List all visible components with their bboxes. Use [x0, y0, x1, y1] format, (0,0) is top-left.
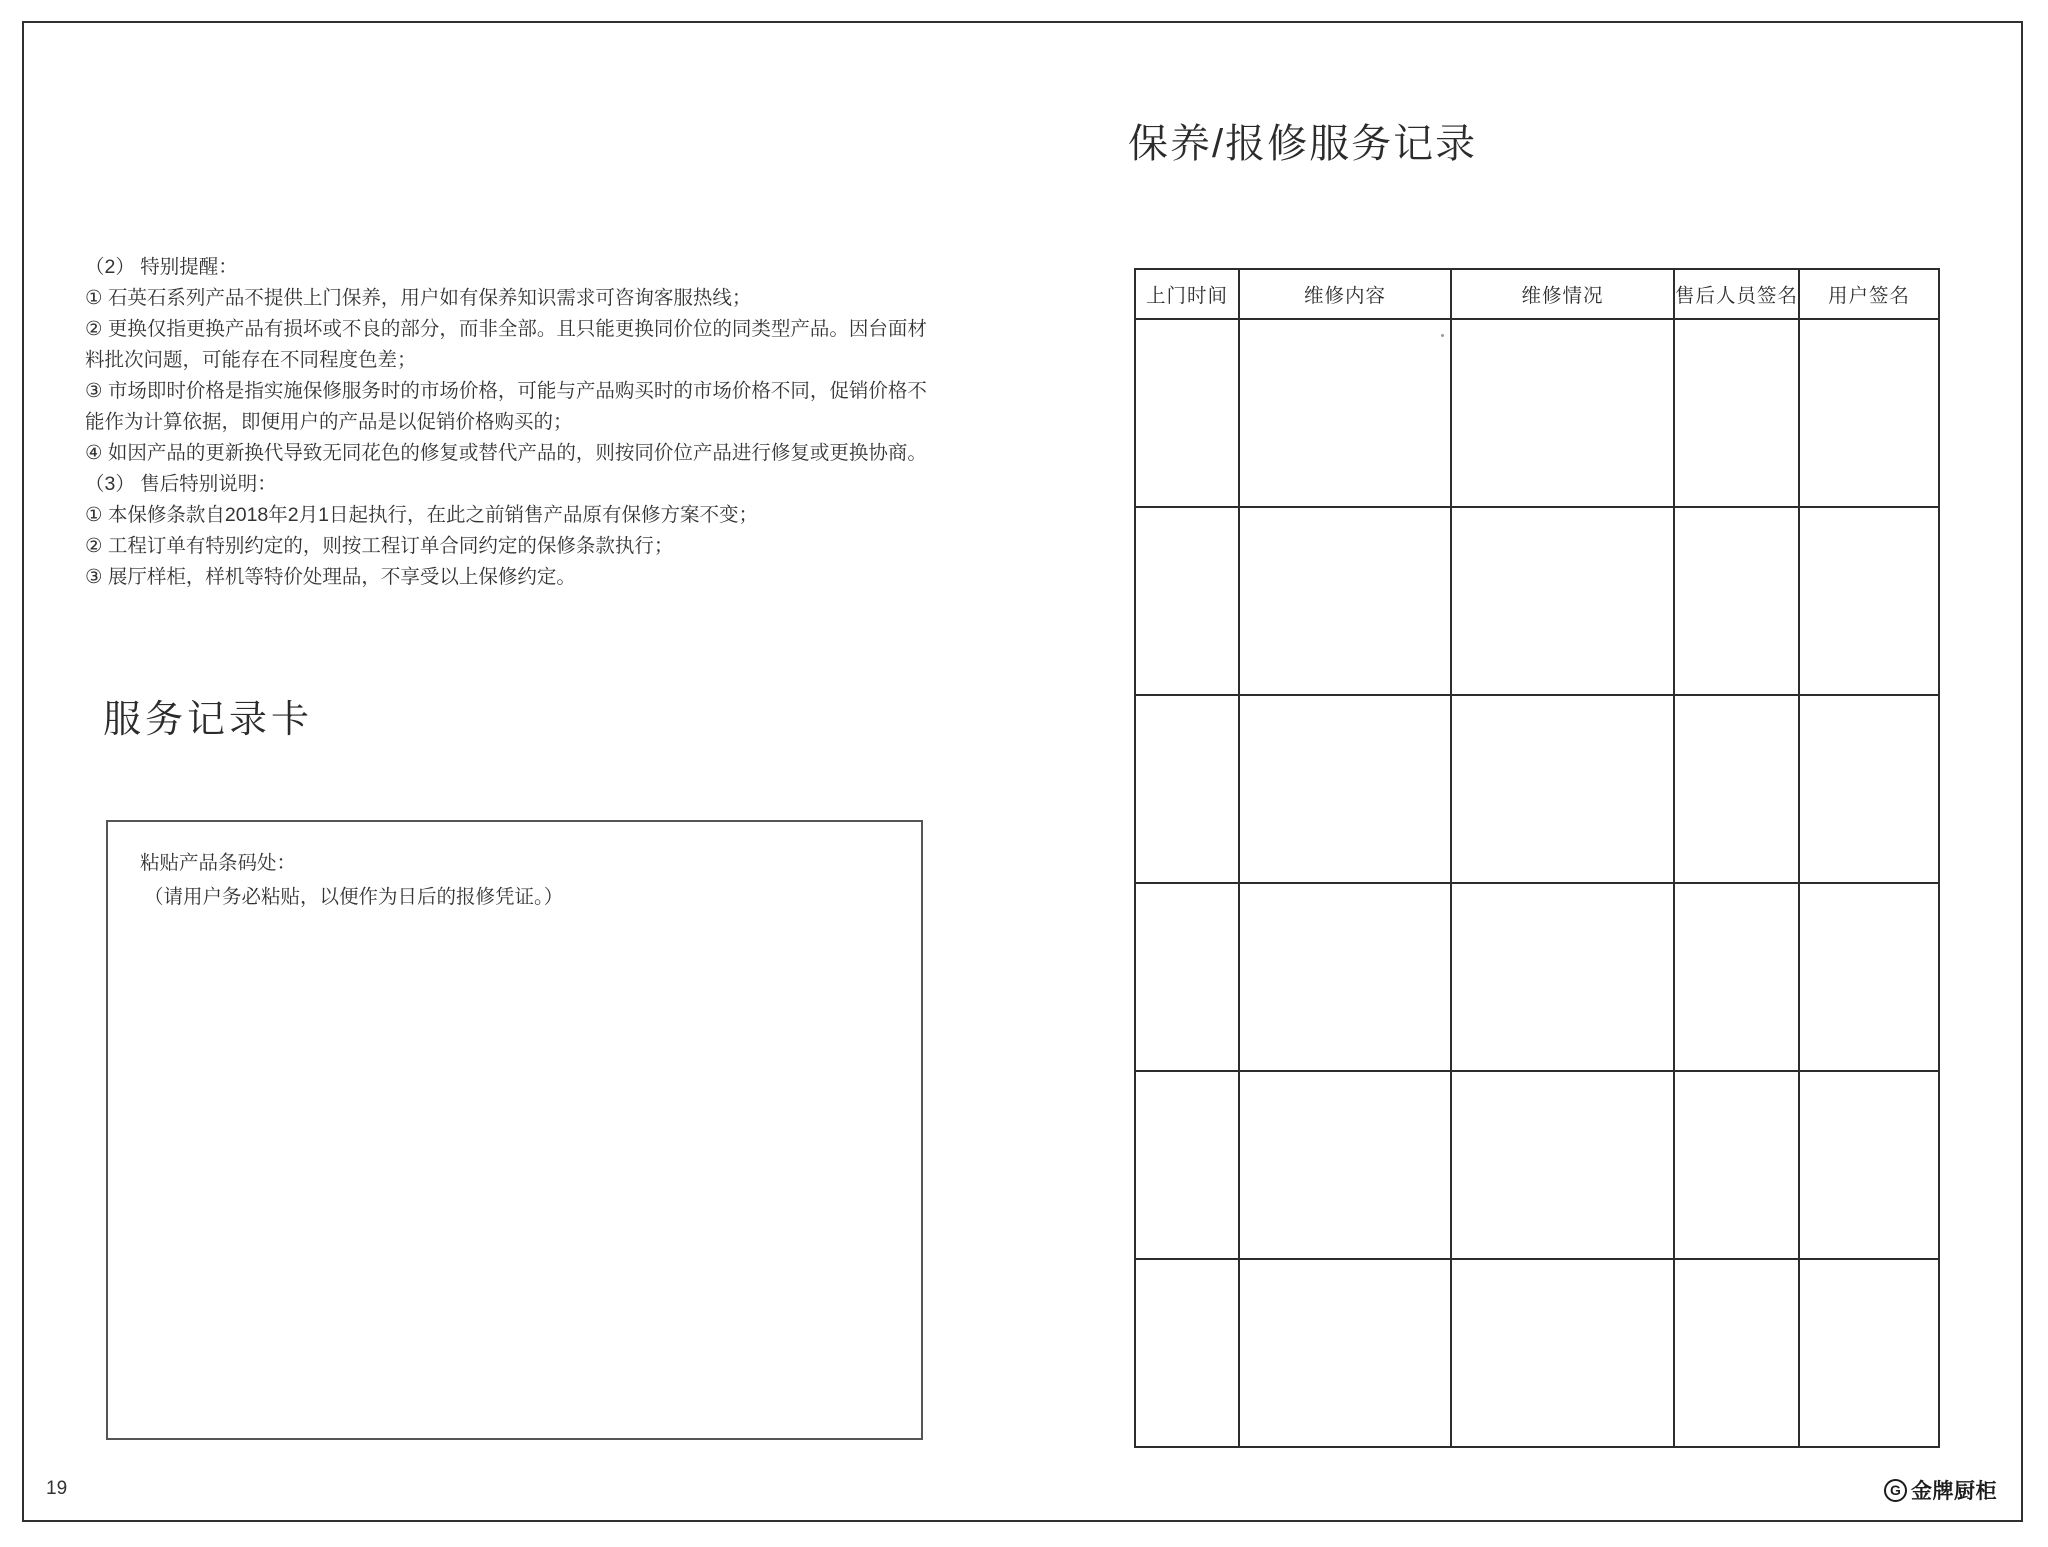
- note-line: ② 工程订单有特别约定的，则按工程订单合同约定的保修条款执行；: [85, 535, 674, 557]
- table-row: [1135, 319, 1939, 507]
- table-row: [1135, 1259, 1939, 1447]
- table-cell: [1799, 1259, 1939, 1447]
- table-cell: [1674, 1071, 1799, 1259]
- scan-artifact-dot: [1441, 334, 1444, 337]
- table-cell: [1674, 319, 1799, 507]
- table-header-user-signature: 用户签名: [1799, 269, 1939, 319]
- note-line: ② 更换仅指更换产品有损坏或不良的部分，而非全部。且只能更换同价位的同类型产品。因台面材料批次问题，可能存在不同程度色差；: [85, 318, 927, 371]
- table-cell: [1135, 1259, 1239, 1447]
- table-cell: [1451, 319, 1674, 507]
- table-cell: [1239, 695, 1451, 883]
- brand-logo: [1884, 1477, 1997, 1503]
- table-cell: [1135, 507, 1239, 695]
- table-header-row: [1135, 269, 1939, 319]
- table-cell: [1799, 695, 1939, 883]
- table-cell: [1239, 319, 1451, 507]
- table-cell: [1135, 695, 1239, 883]
- table-cell: [1799, 1071, 1939, 1259]
- barcode-box-label: 粘贴产品条码处：: [140, 852, 297, 874]
- table-cell: [1451, 1071, 1674, 1259]
- table-cell: [1674, 695, 1799, 883]
- brand-name: 金牌厨柜: [1911, 1480, 1997, 1503]
- barcode-box-note: （请用户务必粘贴，以便作为日后的报修凭证。）: [144, 886, 564, 908]
- warranty-notes: [85, 252, 934, 593]
- note-line: ③ 展厅样柜，样机等特价处理品，不享受以上保修约定。: [85, 566, 576, 588]
- table-header-repair-content: 维修内容: [1239, 269, 1451, 319]
- maintenance-record-title: 保养/报修服务记录: [1128, 122, 1478, 166]
- note-line: ③ 市场即时价格是指实施保修服务时的市场价格，可能与产品购买时的市场价格不同，促销价格不能作为计算依据，即便用户的产品是以促销价格购买的；: [85, 380, 927, 433]
- note-line: （3） 售后特别说明：: [85, 473, 277, 495]
- table-cell: [1674, 507, 1799, 695]
- table-cell: [1239, 1071, 1451, 1259]
- table-cell: [1451, 695, 1674, 883]
- table-cell: [1451, 1259, 1674, 1447]
- table-row: [1135, 883, 1939, 1071]
- note-line: ① 石英石系列产品不提供上门保养，用户如有保养知识需求可咨询客服热线；: [85, 287, 752, 309]
- table-header-visit-time: 上门时间: [1135, 269, 1239, 319]
- note-line: （2） 特别提醒：: [85, 256, 238, 278]
- table-cell: [1799, 507, 1939, 695]
- note-line: ① 本保修条款自2018年2月1日起执行，在此之前销售产品原有保修方案不变；: [85, 504, 758, 526]
- table-header-repair-status: 维修情况: [1451, 269, 1674, 319]
- note-line: ④ 如因产品的更新换代导致无同花色的修复或替代产品的，则按同价位产品进行修复或更换协商。: [85, 442, 927, 464]
- brand-g-icon: G: [1884, 1479, 1907, 1502]
- table-row: [1135, 507, 1939, 695]
- maintenance-record-table: [1134, 268, 1940, 1448]
- table-header-staff-signature: 售后人员签名: [1674, 269, 1799, 319]
- table-cell: [1239, 1259, 1451, 1447]
- table-row: [1135, 695, 1939, 883]
- table-row: [1135, 1071, 1939, 1259]
- barcode-box: [106, 820, 923, 1440]
- table-cell: [1799, 883, 1939, 1071]
- table-cell: [1799, 319, 1939, 507]
- page-number: 19: [46, 1478, 68, 1499]
- table-cell: [1239, 883, 1451, 1071]
- table-cell: [1674, 883, 1799, 1071]
- table-cell: [1451, 883, 1674, 1071]
- table-cell: [1135, 319, 1239, 507]
- table-cell: [1674, 1259, 1799, 1447]
- table-cell: [1135, 883, 1239, 1071]
- table-cell: [1135, 1071, 1239, 1259]
- table-cell: [1239, 507, 1451, 695]
- service-record-card-title: 服务记录卡: [103, 699, 314, 741]
- table-cell: [1451, 507, 1674, 695]
